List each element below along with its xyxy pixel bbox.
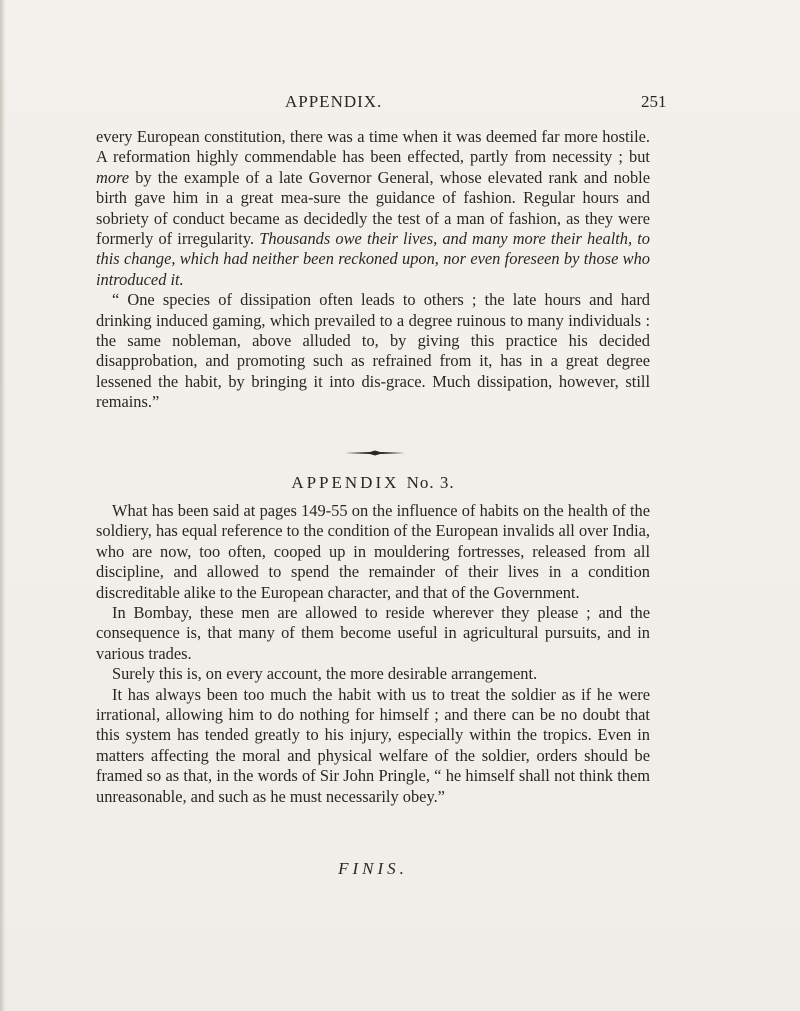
main-text [96,127,650,413]
paragraph-quote: “ One species of dissipation often leads to others ; the late hours and hard drinking induced gaming, which prevailed to a degree ruinous to many individuals : the same nobleman, above alluded to, by giving this practice his decided disapprobation, and promoting such as refrained from it, has in a great degree lessened the habit, by bringing it into dis-grace. Much dissipation, however, still remains.” [96,290,650,412]
emphasis-more: more [96,167,130,187]
section-ornament-rule [345,450,405,456]
text-run: by the example of a late Governor General, whose elevated rank and noble birth gave him in a great mea-sure the guidance of fashion. Regular hours and sobriety of conduct became as decidedly the test of a man of fashion, as they were formerly of irregularity. [96,167,650,249]
appendix-text [96,501,650,807]
appendix-title: APPENDIX [291,473,400,492]
italic-passage: Thousands owe their lives, and many more their health, to this change, which had neither been reckoned upon, nor even foreseen by those who introduced it. [96,229,650,289]
appendix-paragraph-1: What has been said at pages 149-55 on the influence of habits on the health of the soldiery, has equal reference to the condition of the European invalids all over India, who are now, too often, cooped up in mouldering fortresses, released from all discipline, and allowed to spend the remainder of their lives in a condition discreditable alike to the European character, and that of the Government. [96,501,650,602]
appendix-paragraph-3: Surely this is, on every account, the more desirable arrangement. [112,664,538,684]
text-run: every European constitution, there was a time when it was deemed far more hostile. A reformation highly commendable has been effected, partly from necessity ; but [96,127,650,167]
finis-mark: FINIS. [338,859,408,878]
appendix-paragraph-2: In Bombay, these men are allowed to reside wherever they please ; and the consequence is, that many of them become useful in agricultural pursuits, and in various trades. [96,603,650,663]
page-header [0,92,800,116]
running-head: APPENDIX. [285,92,383,111]
page-number: 251 [641,92,667,111]
appendix-number: No. 3. [406,473,455,492]
appendix-paragraph-4: It has always been too much the habit with us to treat the soldier as if he were irrational, allowing him to do nothing for himself ; and there can be no doubt that this system has tended greatly to his injury, especially within the tropics. Even in matters affecting the moral and physical welfare of the soldier, orders should be framed so as that, in the words of Sir John Pringle, “ he himself shall not think them unreasonable, and such as he must necessarily obey.” [96,684,650,806]
paragraph-continuation [96,127,650,290]
appendix-heading [0,473,746,493]
